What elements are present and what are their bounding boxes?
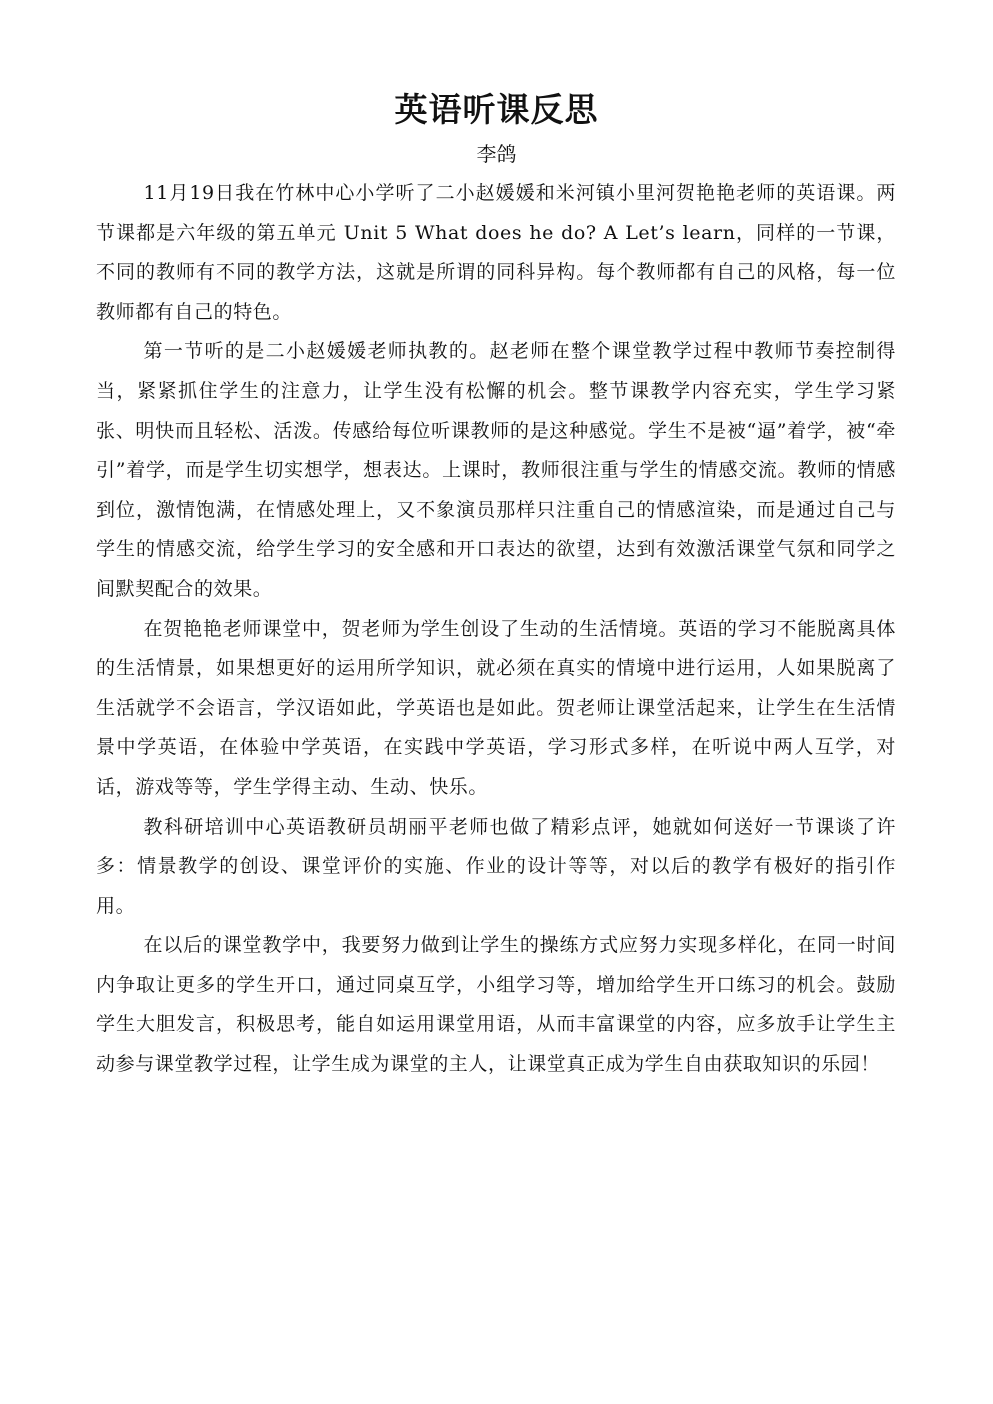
document-title: 英语听课反思 <box>394 90 599 129</box>
document-body <box>96 174 896 1085</box>
paragraph-4: 教科研培训中心英语教研员胡丽平老师也做了精彩点评，她就如何送好一节课谈了许多：情景教学的创设、课堂评价的实施、作业的设计等等，对以后的教学有极好的指引作用。 <box>96 815 896 917</box>
paragraph-2: 第一节听的是二小赵媛媛老师执教的。赵老师在整个课堂教学过程中教师节奏控制得当，紧紧抓住学生的注意力，让学生没有松懈的机会。整节课教学内容充实，学生学习紧张、明快而且轻松、活泼。传感给每位听课教师的是这种感觉。学生不是被“逼”着学，被“牵引”着学，而是学生切实想学，想表达。上课时，教师很注重与学生的情感交流。教师的情感到位，激情饱满，在情感处理上，又不象演员那样只注重自己的情感渲染，而是通过自己与学生的情感交流，给学生学习的安全感和开口表达的欲望，达到有效激活课堂气氛和同学之间默契配合的效果。 <box>96 340 896 600</box>
document-author: 李鸽 <box>476 142 517 166</box>
paragraph-3: 在贺艳艳老师课堂中，贺老师为学生创设了生动的生活情境。英语的学习不能脱离具体的生活情景，如果想更好的运用所学知识，就必须在真实的情境中进行运用，人如果脱离了生活就学不会语言，学汉语如此，学英语也是如此。贺老师让课堂活起来，让学生在生活情景中学英语，在体验中学英语，在实践中学英语，学习形式多样，在听说中两人互学，对话，游戏等等，学生学得主动、生动、快乐。 <box>96 617 896 798</box>
paragraph-5: 在以后的课堂教学中，我要努力做到让学生的操练方式应努力实现多样化，在同一时间内争取让更多的学生开口，通过同桌互学，小组学习等，增加给学生开口练习的机会。鼓励学生大胆发言，积极思考，能自如运用课堂用语，从而丰富课堂的内容，应多放手让学生主动参与课堂教学过程，让学生成为课堂的主人，让课堂真正成为学生自由获取知识的乐园！ <box>96 934 896 1076</box>
paragraph-1: 11月19日我在竹林中心小学听了二小赵媛媛和米河镇小里河贺艳艳老师的英语课。两节课都是六年级的第五单元 Unit 5 What does he do? A Let’s learn，同样的一节课，不同的教师有不同的教学方法，这就是所谓的同科异构。每个教师都有自己的风格，每一位教师都有自己的特色。 <box>96 182 896 323</box>
